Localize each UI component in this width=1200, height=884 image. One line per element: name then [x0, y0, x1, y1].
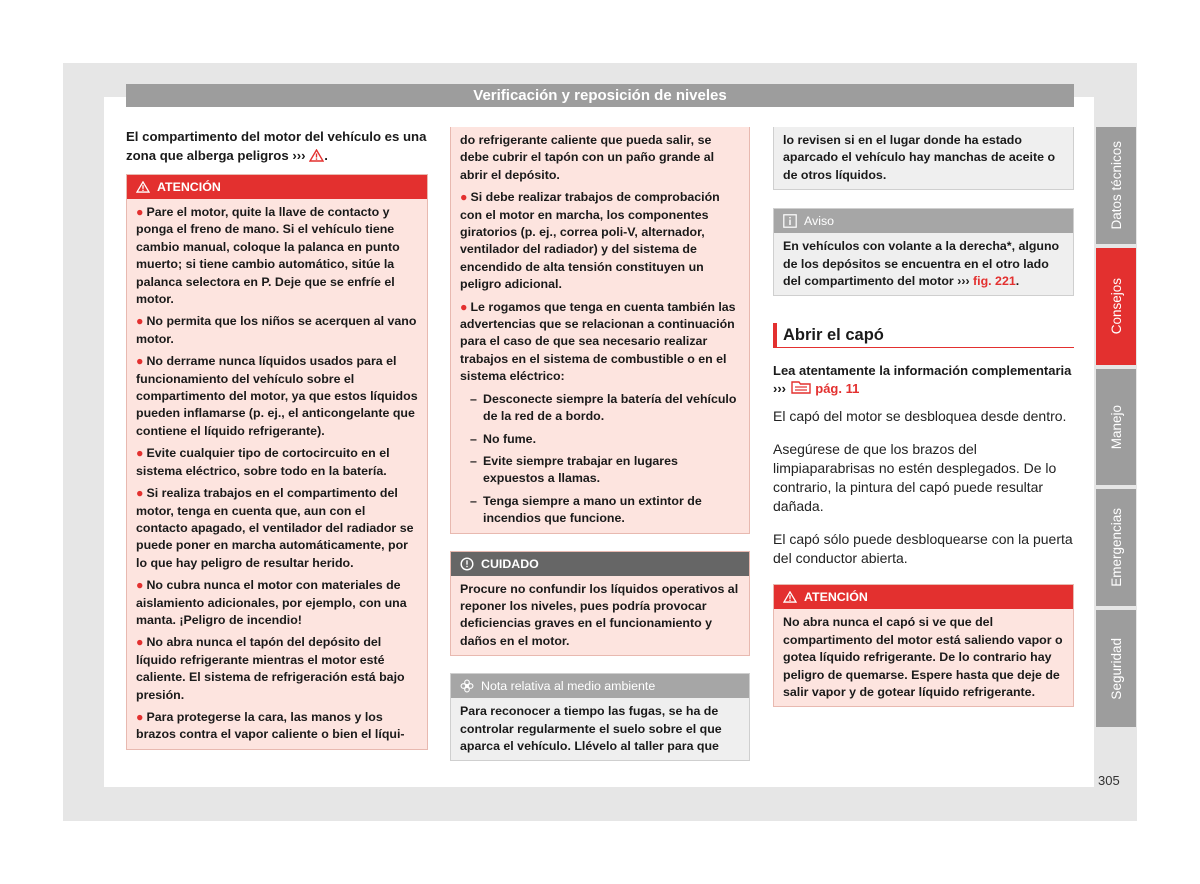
page-reference-link[interactable]: pág. 11 — [815, 381, 860, 397]
column-2 — [450, 127, 750, 761]
bullet-icon: ● — [136, 635, 144, 650]
warning-box-body — [127, 199, 427, 749]
list-item-text: Para protegerse la cara, las manos y los brazos contra el vapor caliente o bien el líqui- — [136, 709, 405, 742]
notice-box — [773, 208, 1074, 296]
body-paragraph: El capó sólo puede desbloquearse con la puerta del conductor abierta. — [773, 531, 1073, 567]
warning-box-body — [451, 127, 749, 533]
dash-mark: – — [470, 453, 477, 468]
tab-consejos[interactable] — [1096, 248, 1136, 365]
caution-box — [450, 551, 750, 657]
caution-title: CUIDADO — [481, 556, 539, 571]
tab-label: Emergencias — [1108, 508, 1124, 587]
list-item-text: Si debe realizar trabajos de comprobación con el motor en marcha, los componentes giratorios (p. ej., correa poli-V, alternador, ventilador del radiador) y del sistema de encendido de alta tensión constituyen un peligro adicional. — [460, 190, 720, 292]
dash-item-text: Desconecte siempre la batería del vehículo de la red de a bordo. — [483, 391, 737, 424]
book-reference-icon — [790, 380, 812, 395]
intro-period: . — [324, 148, 328, 163]
bullet-icon: ● — [460, 190, 468, 205]
list-item — [136, 634, 418, 704]
page-number: 305 — [1098, 773, 1120, 788]
environment-note-title: Nota relativa al medio ambiente — [481, 679, 656, 694]
environment-note-body — [774, 127, 1073, 189]
tab-seguridad[interactable] — [1096, 610, 1136, 727]
intro-text — [126, 127, 428, 165]
dash-item — [460, 493, 740, 528]
continued-text: lo revisen si en el lugar donde ha estado aparcado el vehículo hay manchas de aceite o de otros líquidos. — [783, 133, 1056, 182]
bullet-icon: ● — [136, 446, 144, 461]
warning-title: ATENCIÓN — [804, 590, 868, 605]
list-item-text: No abra nunca el tapón del depósito del líquido refrigerante mientras el motor esté caliente. El sistema de refrigeración está bajo presión. — [136, 635, 405, 702]
column-1 — [126, 127, 428, 750]
warning-triangle-icon — [309, 149, 324, 162]
list-item — [136, 204, 418, 308]
body-paragraph: El capó del motor se desbloquea desde dentro. — [773, 408, 1067, 425]
tab-datos-tecnicos[interactable] — [1096, 127, 1136, 244]
notice-box-header — [774, 209, 1073, 233]
bullet-icon: ● — [136, 486, 144, 501]
info-icon — [783, 214, 797, 228]
tab-label: Manejo — [1108, 404, 1124, 450]
notice-box-body — [774, 233, 1073, 295]
dash-item — [460, 391, 740, 426]
list-item-text: Pare el motor, quite la llave de contacto y ponga el freno de mano. Si el vehículo tiene cambio manual, coloque la palanca en punto muerto; si tiene cambio automático, sitúe la palanca selectora en P. Deje que se enfríe el motor. — [136, 205, 400, 307]
notice-end: . — [1015, 274, 1020, 289]
bullet-icon: ● — [136, 205, 144, 219]
page-title: Verificación y reposición de niveles — [126, 84, 1074, 107]
warning-text: No abra nunca el capó si ve que del compartimento del motor está saliendo vapor o gotea líquido refrigerante. De lo contrario hay peligro de quemarse. Espere hasta que deje de salir vapor y de gotear líquido refrigerante. — [783, 615, 1063, 700]
list-item — [136, 313, 418, 348]
notice-title: Aviso — [804, 214, 835, 229]
warning-box-body — [774, 609, 1073, 706]
list-item-text: Evite cualquier tipo de cortocircuito en el sistema eléctrico, sobre todo en la batería. — [136, 446, 390, 478]
dash-mark: – — [470, 493, 477, 508]
tab-emergencias[interactable] — [1096, 489, 1136, 606]
dash-item — [460, 453, 740, 488]
list-item-text: Le rogamos que tenga en cuenta también las advertencias que se relacionan a continuación para el caso de que sea necesario realizar trabajos en el sistema de combustible o en el sistema eléctrico: — [460, 299, 736, 384]
list-item-text: No derrame nunca líquidos usados para el funcionamiento del vehículo sobre el compartimento del motor, ya que estos líquidos pueden inflamarse (p. ej., el anticongelante que contiene el líquido refrigerante). — [136, 354, 418, 438]
tab-label: Datos técnicos — [1108, 141, 1124, 230]
list-item-text: Si realiza trabajos en el compartimento del motor, tenga en cuenta que, aun con el contacto apagado, el ventilador del radiador se puede poner en marcha automáticamente, por lo que hay peligro de resultar herido. — [136, 486, 414, 570]
warning-triangle-icon — [783, 591, 797, 603]
dash-mark: – — [470, 391, 477, 406]
environment-note-body — [451, 698, 749, 760]
lead-text — [773, 362, 1074, 398]
bullet-icon: ● — [460, 299, 468, 314]
warning-box-header — [127, 175, 427, 199]
tab-manejo[interactable] — [1096, 369, 1136, 485]
list-item-text: No permita que los niños se acerquen al vano motor. — [136, 314, 417, 346]
warning-title: ATENCIÓN — [157, 180, 221, 194]
environment-note-box — [450, 673, 750, 761]
dash-item-text: Evite siempre trabajar en lugares expuestos a llamas. — [483, 453, 678, 486]
bullet-icon: ● — [136, 354, 144, 369]
section-title: Abrir el capó — [773, 323, 1074, 348]
lead-text-body: Lea atentamente la información complementaria — [773, 363, 1072, 379]
list-item — [136, 709, 418, 744]
continued-text: do refrigerante caliente que pueda salir, se debe cubrir el tapón con un paño grande al abrir el depósito. — [460, 133, 715, 182]
bullet-icon: ● — [136, 314, 144, 329]
list-item — [136, 445, 418, 480]
warning-box-continued — [450, 127, 750, 534]
lead-arrows: ››› — [773, 381, 786, 397]
column-3 — [773, 127, 1074, 707]
environment-note-continued — [773, 127, 1074, 190]
dash-mark: – — [470, 431, 477, 446]
dash-item-text: No fume. — [483, 431, 537, 446]
warning-box-engine — [126, 174, 428, 750]
list-item — [460, 189, 740, 293]
list-item — [136, 577, 418, 629]
intro-arrows: ››› — [292, 148, 306, 163]
list-item — [136, 353, 418, 440]
intro-text-body: El compartimento del motor del vehículo es una zona que alberga peligros — [126, 129, 427, 163]
tab-label: Seguridad — [1108, 637, 1124, 700]
tab-label: Consejos — [1108, 278, 1124, 335]
list-item — [136, 485, 418, 572]
bullet-icon: ● — [136, 709, 144, 724]
caution-circle-icon — [460, 557, 474, 571]
warning-triangle-icon — [136, 181, 150, 193]
warning-box-header — [774, 585, 1073, 609]
bullet-icon: ● — [136, 578, 144, 593]
caution-box-header — [451, 552, 749, 576]
notice-text-body: En vehículos con volante a la derecha*, alguno de los depósitos se encuentra en el otro lado del compartimento del motor — [783, 239, 1060, 289]
notice-arrows: ››› — [957, 274, 970, 289]
figure-link[interactable]: fig. 221 — [973, 274, 1016, 289]
notice-text — [783, 238, 1064, 290]
body-paragraph: Asegúrese de que los brazos del limpiaparabrisas no estén desplegados. De lo contrario, la pintura del capó puede resultar dañada. — [773, 441, 1057, 515]
caution-box-body — [451, 576, 749, 656]
list-item-text: No cubra nunca el motor con materiales de aislamiento adicionales, por ejemplo, con una manta. ¡Peligro de incendio! — [136, 578, 407, 627]
environment-note-header — [451, 674, 749, 698]
flower-icon — [460, 679, 474, 693]
dash-item-text: Tenga siempre a mano un extintor de incendios que funcione. — [483, 493, 702, 526]
environment-note-text: Para reconocer a tiempo las fugas, se ha de controlar regularmente el suelo sobre el que aparca el vehículo. Llévelo al taller para que — [460, 704, 722, 753]
warning-box-hood — [773, 584, 1074, 707]
dash-item — [460, 431, 740, 448]
list-item — [460, 299, 740, 386]
caution-text: Procure no confundir los líquidos operativos al reponer los niveles, pues podría provocar deficiencias graves en el funcionamiento y daños en el motor. — [460, 581, 739, 648]
